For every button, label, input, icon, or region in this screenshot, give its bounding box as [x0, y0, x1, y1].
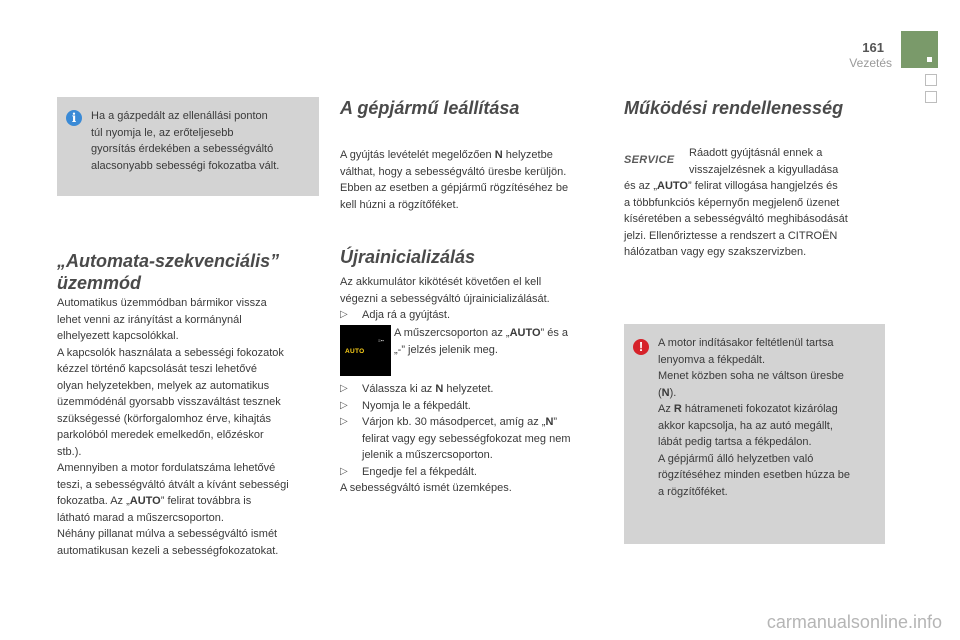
- bullet-icon: ▷: [340, 465, 348, 477]
- malfunction-text: és az „AUTO” felirat villogása hangjelzés és a többfunkciós képernyőn megjelenő üzenet kíséretében a sebességváltó meghibásodását jelzi. Ellenőriztesse a rendszert a CITROËN hálózatban vagy egy szakszervizben.: [624, 180, 848, 258]
- malfunction-text-top: Ráadott gyújtásnál ennek a visszajelzésnek a kigyulladása: [689, 147, 839, 176]
- stopping-vehicle-text: A gyújtás levételét megelőzően N helyzetbe válthat, hogy a sebességváltó üresbe kerüljön. Ebben az esetben a gépjármű rögzítéséhez be kell húzni a rögzítőféket.: [340, 149, 569, 211]
- bullet-icon: ▷: [340, 309, 348, 320]
- bullet-icon: ▷: [340, 383, 348, 394]
- reinitialisation-steps: ▷ Válassza ki az N helyzetet. ▷ Nyomja le a fékpedált. ▷ Várjon kb. 30 másodpercet, amíg az „N” felirat vagy egy sebességfokozat meg nem jelenik a műszercsoporton. ▷ Engedje fel a fékpedált. A sebességváltó ismét üzemképes.: [340, 383, 571, 494]
- watermark: carmanualsonline.info: [766, 612, 942, 632]
- heading-reinitialisation: Újrainicializálás: [340, 247, 476, 267]
- heading-malfunction: Működési rendellenesség: [624, 98, 844, 118]
- section-title: Vezetés: [849, 56, 892, 70]
- display-indicator: ≡▪▪: [378, 338, 384, 343]
- heading-stopping-vehicle: A gépjármű leállítása: [340, 98, 520, 118]
- chapter-tab-active[interactable]: [901, 31, 938, 68]
- display-description: A műszercsoporton az „AUTO” és a „-” jelzés jelenik meg.: [394, 327, 569, 356]
- chapter-tab[interactable]: [925, 91, 937, 103]
- chapter-tab[interactable]: [925, 74, 937, 86]
- reinitialisation-text: Az akkumulátor kikötését követően el kell végezni a sebességváltó újrainicializálását. ▷ Adja rá a gyújtást.: [340, 274, 605, 324]
- bullet-icon: ▷: [340, 416, 348, 427]
- page-number: 161: [862, 40, 884, 55]
- service-warning-light: [624, 150, 681, 169]
- instrument-display-image: [340, 325, 391, 376]
- warning-icon: !: [633, 339, 649, 355]
- sequential-mode-text: Automatikus üzemmódban bármikor vissza lehet venni az irányítást a kormánynál elhelyezett kapcsolókkal. A kapcsolók használata a sebességi fokozatok kézzel történő kapcsolását teszi lehetővé olyan helyzetekben, melyek az automatikus üzemmódénál gyorsabb visszaváltást tesznek szükségessé (körforgalomhoz érve, kihajtás parkolóból meredek emelkedőn, előzéskor stb.). Amennyiben a motor fordulatszáma lehetővé teszi, a sebességváltó átvált a kívánt sebességi fokozatba. Az „AUTO” felirat továbbra is látható marad a műszercsoporton. Néhány pillanat múlva a sebességváltó ismét automatikusan kezeli a sebességfokozatokat.: [57, 297, 289, 557]
- service-label: SERVICE: [624, 154, 675, 166]
- display-auto-label: AUTO: [345, 348, 365, 355]
- info-note-text: Ha a gázpedált az ellenállási ponton túl nyomja le, az erőteljesebb gyorsítás érdekében a sebességváltó alacsonyabb sebességi fokozatba vált.: [91, 110, 280, 172]
- tab-dot-icon: [927, 57, 932, 62]
- warning-note-text: A motor indításakor feltétlenül tartsa lenyomva a fékpedált. Menet közben soha ne váltson üresbe (N). Az R hátrameneti fokozatot kizárólag akkor kapcsolja, ha az autó megállt, lábát pedig tartsa a fékpedálon. A gépjármű álló helyzetben való rögzítéséhez minden esetben húzza be a rögzítőféket.: [658, 337, 851, 498]
- heading-sequential-mode: „Automata-szekvenciális” üzemmód: [57, 251, 280, 293]
- bullet-icon: ▷: [340, 399, 348, 411]
- info-icon: i: [66, 110, 82, 126]
